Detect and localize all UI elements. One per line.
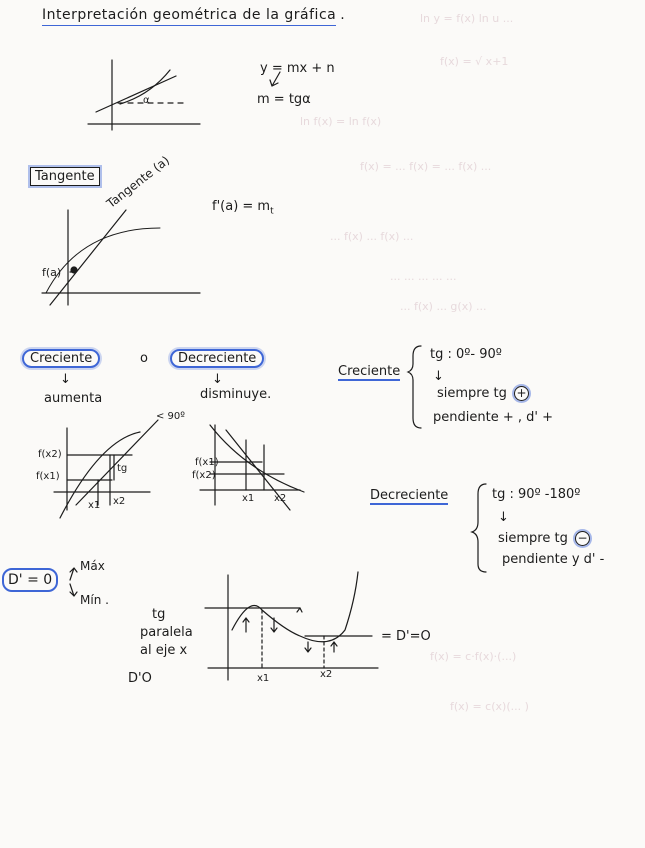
line-equation: y = mx + n	[260, 61, 335, 76]
tg-label: tg	[152, 607, 166, 622]
slope-equation: m = tgα	[257, 92, 311, 107]
graph-up-x1: x1	[88, 500, 101, 511]
arrow-icon	[270, 72, 280, 86]
decreciente-arrow: ↓	[212, 372, 223, 387]
plus-sign-icon: +	[514, 386, 529, 401]
d-prime-zero-badge: D' = 0	[2, 573, 58, 587]
creciente-tg-range: tg : 0º- 90º	[430, 347, 502, 362]
bleed-through-text: f(x) = √ x+1	[440, 55, 509, 68]
creciente-badge: Creciente	[22, 349, 100, 368]
decreciente-siempre: siempre tg −	[498, 531, 590, 546]
tangente-box-label: Tangente	[30, 170, 100, 183]
max-label: Máx	[80, 559, 105, 573]
decreciente-props-label: Decreciente	[370, 488, 449, 503]
bleed-through-text: ... f(x) ... g(x) ...	[400, 300, 487, 313]
bleed-through-text: ln f(x) = ln f(x)	[300, 115, 382, 128]
graph-decreciente	[200, 425, 304, 510]
disminuye-label: disminuye.	[200, 387, 272, 402]
bleed-through-text: f(x) = ... f(x) = ... f(x) ...	[360, 160, 492, 173]
graph-up-fx2: f(x2)	[38, 449, 62, 460]
tangent-point-label: f(a)	[42, 266, 62, 279]
extremos-x1: x1	[257, 673, 270, 684]
derivative-formula: $f'(a) = m_t$	[212, 199, 274, 217]
arrow-down-icon	[271, 618, 277, 632]
graph-down-x2: x2	[274, 493, 287, 504]
decreciente-down-arrow: ↓	[498, 510, 509, 525]
extremos-x2: x2	[320, 669, 333, 680]
aumenta-label: aumenta	[44, 391, 103, 406]
bleed-through-text: ln y = f(x) ln u ...	[420, 12, 514, 25]
tangent-point	[71, 267, 77, 273]
arrow-up-icon	[243, 618, 249, 632]
paralela-label: paralela	[140, 625, 193, 640]
al-eje-label: al eje x	[140, 643, 188, 658]
creciente-down-arrow: ↓	[433, 369, 444, 384]
bleed-through-text: ... ... ... ... ...	[390, 270, 457, 283]
graph-creciente	[54, 420, 158, 518]
arrow-down-icon	[70, 584, 77, 596]
graph-up-tg: tg	[117, 463, 128, 474]
creciente-pendiente: pendiente + , d' +	[433, 410, 553, 425]
graph-down-fx2: f(x2)	[192, 470, 216, 481]
sketch-line-slope	[88, 60, 200, 130]
d0-equals-label: = D'=O	[381, 629, 431, 644]
decreciente-badge: Decreciente	[170, 349, 264, 368]
alpha-label: α	[143, 95, 150, 106]
graph-up-deg: < 90º	[156, 411, 185, 422]
minus-sign-icon: −	[575, 531, 590, 546]
creciente-siempre: siempre tg +	[437, 386, 529, 401]
o-connector: o	[140, 351, 148, 366]
graph-down-fx1: f(x1)	[195, 457, 219, 468]
d0-note: D'O	[128, 671, 152, 686]
sketch-tangente	[42, 210, 200, 305]
bleed-through-text: ... f(x) ... f(x) ...	[330, 230, 414, 243]
creciente-brace	[408, 346, 421, 428]
decreciente-pendiente: pendiente y d' -	[502, 552, 605, 567]
tangente-curve-label: Tangente (a)	[103, 153, 173, 211]
creciente-props-label: Creciente	[338, 364, 401, 379]
graph-extremos	[205, 572, 378, 680]
min-label: Mín .	[80, 593, 109, 607]
arrow-up-icon	[331, 642, 337, 652]
creciente-arrow: ↓	[60, 372, 71, 387]
decreciente-tg-range: tg : 90º -180º	[492, 487, 581, 502]
graph-up-x2: x2	[113, 496, 126, 507]
graph-down-x1: x1	[242, 493, 255, 504]
graph-up-fx1: f(x1)	[36, 471, 60, 482]
bleed-through-text: f(x) = c(x)(... )	[450, 700, 529, 713]
arrow-down-icon	[305, 642, 311, 652]
decreciente-brace	[472, 484, 486, 572]
bleed-through-text: f(x) = c·f(x)·(...)	[430, 650, 517, 663]
arrow-up-icon	[70, 568, 77, 580]
page-title: Interpretación geométrica de la gráfica .	[42, 8, 345, 22]
